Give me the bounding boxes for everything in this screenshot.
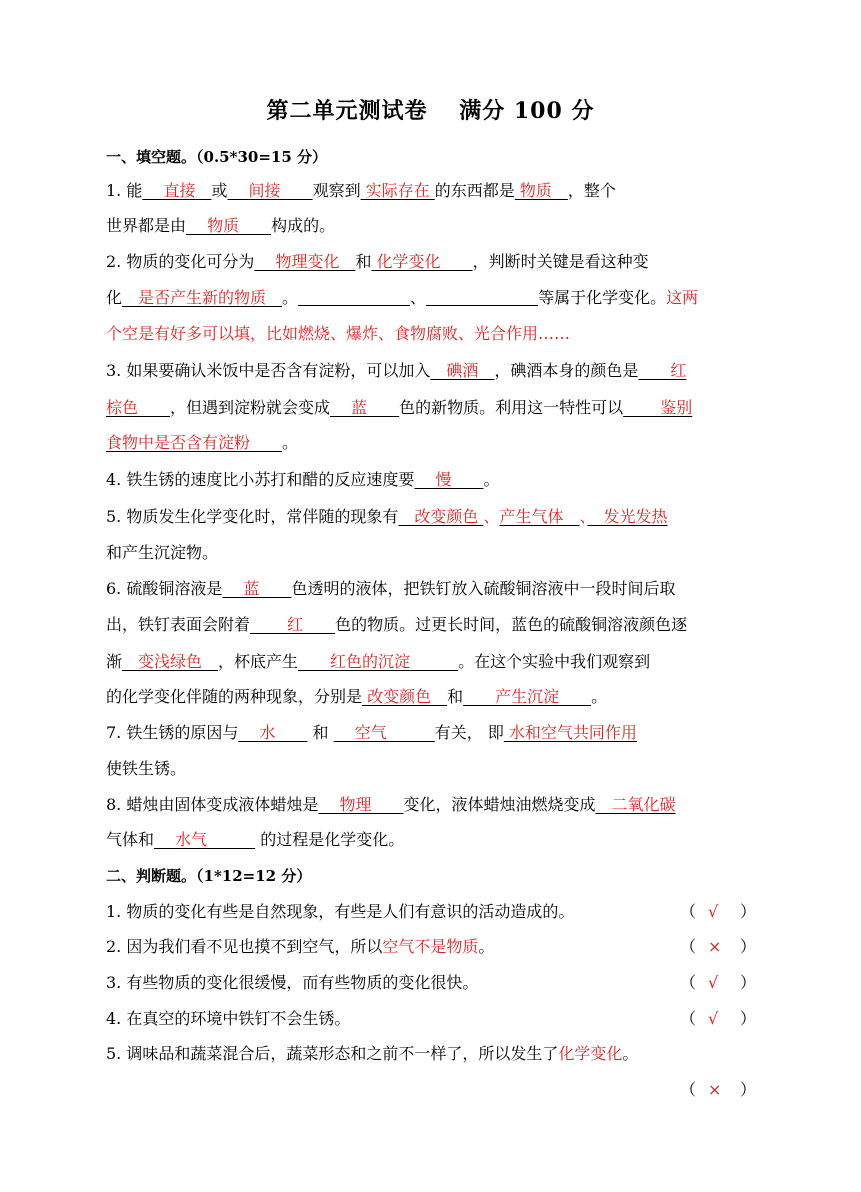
answer-blank: 慢 xyxy=(414,470,484,489)
question-1-line-2: 世界都是由 物质 构成的。 xyxy=(106,216,336,235)
answer-blank: 是否产生新的物质 xyxy=(122,288,283,307)
judge-question-3: 3. 有些物质的变化很缓慢，而有些物质的变化很快。 xyxy=(106,973,479,992)
answer-blank: 物理 xyxy=(318,795,404,814)
answer-blank: 发光发热 xyxy=(587,507,668,526)
question-2-line-1: 2. 物质的变化可分为 物理变化 和 化学变化 ，判断时关键是看这种变 xyxy=(106,252,649,271)
answer-blank: 红 xyxy=(638,361,687,380)
cross-mark-icon: × xyxy=(708,937,722,956)
question-2-line-2: 化 是否产生新的物质 。 、 等属于化学变化。这两 xyxy=(106,288,699,307)
question-6-line-4: 的化学变化伴随的两种现象，分别是 改变颜色 和 产生沉淀 。 xyxy=(106,687,608,706)
answer-blank: 蓝 xyxy=(330,398,400,417)
answer-blank: 实际存在 xyxy=(360,181,435,200)
answer-blank: 红色的沉淀 xyxy=(298,652,459,671)
question-7-line-2: 使铁生锈。 xyxy=(106,759,187,778)
check-mark-icon: √ xyxy=(708,902,719,921)
empty-blank xyxy=(298,289,410,306)
question-4: 4. 铁生锈的速度比小苏打和醋的反应速度要 慢 。 xyxy=(106,470,500,489)
question-3-line-2: 棕色 ，但遇到淀粉就会变成 蓝 色的新物质。利用这一特性可以 鉴别 xyxy=(106,398,693,417)
question-8-line-1: 8. 蜡烛由固体变成液体蜡烛是 物理 变化，液体蜡烛油燃烧变成 二氧化碳 xyxy=(106,795,676,814)
empty-blank xyxy=(426,289,538,306)
answer-blank: 直接 xyxy=(142,181,212,200)
question-5-line-1: 5. 物质发生化学变化时，常伴随的现象有 改变颜色 、产生气体 、 发光发热 xyxy=(106,507,668,526)
answer-blank: 食物中是否含有淀粉 xyxy=(106,433,283,452)
answer-blank: 空气 xyxy=(333,723,435,742)
judge-question-4: 4. 在真空的环境中铁钉不会生锈。 xyxy=(106,1009,351,1028)
question-7-line-1: 7. 铁生锈的原因与 水 和 空气 有关， 即 水和空气共同作用 xyxy=(106,723,637,742)
judge-question-2: 2. 因为我们看不见也摸不到空气，所以空气不是物质。 xyxy=(106,937,495,956)
answer-blank: 鉴别 xyxy=(623,398,693,417)
answer-blank: 改变颜色 xyxy=(362,687,448,706)
answer-blank: 物质 xyxy=(186,216,272,235)
check-mark-icon: √ xyxy=(708,973,719,992)
answer-blank: 物质 xyxy=(514,181,568,200)
judge-question-5: 5. 调味品和蔬菜混合后，蔬菜形态和之前不一样了，所以发生了化学变化。 xyxy=(106,1044,639,1063)
answer-blank: 碘酒 xyxy=(430,361,495,380)
section-true-false-heading: 二、判断题。（1*12=12 分） xyxy=(106,867,312,885)
check-mark-icon: √ xyxy=(708,1009,719,1028)
answer-blank: 水气 xyxy=(154,830,256,849)
page-title: 第二单元测试卷 满分 100 分 xyxy=(266,98,595,124)
answer-blank: 改变颜色 xyxy=(398,507,484,526)
answer-blank: 产生气体 xyxy=(499,507,580,526)
answer-blank: 水和空气共同作用 xyxy=(503,723,637,742)
answer-blank: 棕色 xyxy=(106,398,171,417)
cross-mark-icon: × xyxy=(708,1080,722,1099)
question-8-line-2: 气体和 水气 的过程是化学变化。 xyxy=(106,830,405,849)
question-3-line-1: 3. 如果要确认米饭中是否含有淀粉，可以加入 碘酒 ，碘酒本身的颜色是 红 xyxy=(106,361,687,380)
question-1-line-1: 1. 能 直接 或 间接 观察到 实际存在 的东西都是 物质 ，整个 xyxy=(106,181,616,200)
question-2-note: 个空是有好多可以填，比如燃烧、爆炸、食物腐败、光合作用…… xyxy=(106,324,571,343)
answer-blank: 二氧化碳 xyxy=(595,795,676,814)
section-fill-blank-heading: 一、填空题。（0.5*30=15 分） xyxy=(106,148,327,166)
answer-blank: 产生沉淀 xyxy=(463,687,592,706)
question-6-line-2: 出，铁钉表面会附着 红 色的物质。过更长时间，蓝色的硫酸铜溶液颜色逐 xyxy=(106,615,688,634)
question-3-line-3: 食物中是否含有淀粉 。 xyxy=(106,433,299,452)
test-paper: 第二单元测试卷 满分 100 分 一、填空题。（0.5*30=15 分） 1. 能 直接 或 间接 观察到 实际存在 的东西都是 物质 ，整个 世界都是由 物质 构成的。 2. 物质的变化可分为 物理变化 和 化学变化 ，判断时关键是看这种变 化 是否产生新的物质 。 、 等属于化学变化。这两 个空是有好多可以填，比如燃烧、爆炸、食物腐败、光合作用…… 3. 如果要确认米饭中是否含有淀粉，可以加入 碘酒 ，碘酒本身的颜色是 红 棕色 ，但遇到淀粉就会变成 蓝 色的新物质。利用这一特性可以 鉴别 食物中是否含有淀粉 。 4. 铁生锈的速度比小苏打和醋的反应速度要 慢 。 5. 物质发生化学变化时，常伴随的现象有 改变颜色 、产生气体 、 发光发热 和产生沉淀物。 6. 硫酸铜溶液是 蓝 色透明的液体，把铁钉放入硫酸铜溶液中一段时间后取 出，铁钉表面会附着 红 色的物质。过更长时间，蓝色的硫酸铜溶液颜色逐 渐 变浅绿色 ，杯底产生 红色的沉淀 。在这个实验中我们观察到 的化学变化伴随的两种现象，分别是 改变颜色 和 产生沉淀 。 7. 铁生锈的原因与 水 和 空气 有关， 即 水和空气共同作用 使铁生锈。 8. 蜡烛由固体变成液体蜡烛是 物理 变化，液体蜡烛油燃烧变成 二氧化碳 气体和 水气 的过程是化学变化。 二、判断题。（1*12=12 分） 1. 物质的变化有些是自然现象，有些是人们有意识的活动造成的。 （ √ ） 2. 因为我们看不见也摸不到空气，所以空气不是物质。 （ × ） 3. 有些物质的变化很缓慢，而有些物质的变化很快。 （ √ ） 4. 在真空的环境中铁钉不会生锈。 （ √ ） 5. 调味品和蔬菜混合后，蔬菜形态和之前不一样了，所以发生了化学变化。 （ × ） xyxy=(0,0,861,1192)
answer-blank: 红 xyxy=(250,615,336,634)
answer-blank: 物理变化 xyxy=(254,252,356,271)
question-5-line-2: 和产生沉淀物。 xyxy=(106,543,219,562)
question-6-line-3: 渐 变浅绿色 ，杯底产生 红色的沉淀 。在这个实验中我们观察到 xyxy=(106,652,651,671)
answer-blank: 化学变化 xyxy=(371,252,473,271)
answer-blank: 间接 xyxy=(227,181,313,200)
question-6-line-1: 6. 硫酸铜溶液是 蓝 色透明的液体，把铁钉放入硫酸铜溶液中一段时间后取 xyxy=(106,579,676,598)
answer-blank: 水 xyxy=(238,723,308,742)
answer-blank: 蓝 xyxy=(222,579,292,598)
answer-blank: 变浅绿色 xyxy=(122,652,219,671)
judge-question-1: 1. 物质的变化有些是自然现象，有些是人们有意识的活动造成的。 xyxy=(106,902,575,921)
